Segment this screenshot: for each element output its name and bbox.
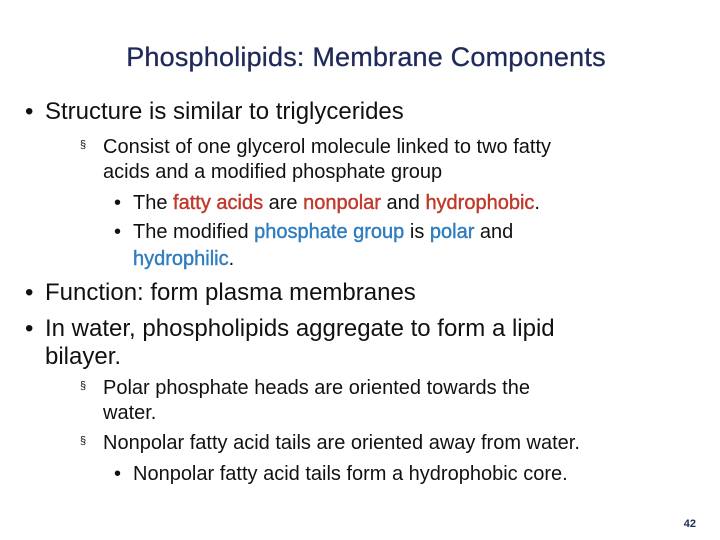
bullet-marker: •	[114, 221, 122, 243]
subsubbullet-text-line1: The modified phosphate group is polar and	[133, 221, 514, 243]
term-hydrophobic: hydrophobic	[425, 192, 535, 214]
square-bullet-marker: §	[80, 139, 87, 151]
term-hydrophilic: hydrophilic	[133, 248, 229, 270]
subbullet-text-line2: water.	[103, 402, 157, 424]
square-bullet-marker: §	[80, 380, 87, 392]
bullet-marker: •	[114, 463, 122, 485]
term-fatty-acids: fatty acids	[173, 192, 264, 214]
bullet-text: Function: form plasma membranes	[45, 279, 416, 306]
term-nonpolar: nonpolar	[303, 192, 381, 214]
bullet-marker: •	[25, 315, 34, 342]
term-phosphate-group: phosphate group	[254, 221, 405, 243]
subbullet-text-line1: Consist of one glycerol molecule linked to two fatty	[103, 136, 551, 158]
bullet-text-line2: bilayer.	[45, 343, 122, 370]
bullet-marker: •	[114, 192, 122, 214]
bullet-marker: •	[25, 279, 34, 306]
subsubbullet-text-line2: hydrophilic.	[133, 248, 235, 270]
term-polar: polar	[429, 221, 475, 243]
subsubbullet-text: The fatty acids are nonpolar and hydrophobic.	[133, 192, 540, 214]
bullet-text: Structure is similar to triglycerides	[45, 98, 404, 125]
subbullet-text-line1: Polar phosphate heads are oriented towards the	[103, 377, 530, 399]
subsubbullet-text: Nonpolar fatty acid tails form a hydrophobic core.	[133, 463, 568, 485]
page-number: 42	[683, 518, 696, 530]
bullet-text-line1: In water, phospholipids aggregate to form a lipid	[45, 315, 555, 342]
subbullet-text-line2: acids and a modified phosphate group	[103, 161, 443, 183]
bullet-marker: •	[25, 98, 34, 125]
subbullet-text: Nonpolar fatty acid tails are oriented away from water.	[103, 432, 580, 454]
square-bullet-marker: §	[80, 435, 87, 447]
slide-title: Phospholipids: Membrane Components	[126, 42, 606, 72]
